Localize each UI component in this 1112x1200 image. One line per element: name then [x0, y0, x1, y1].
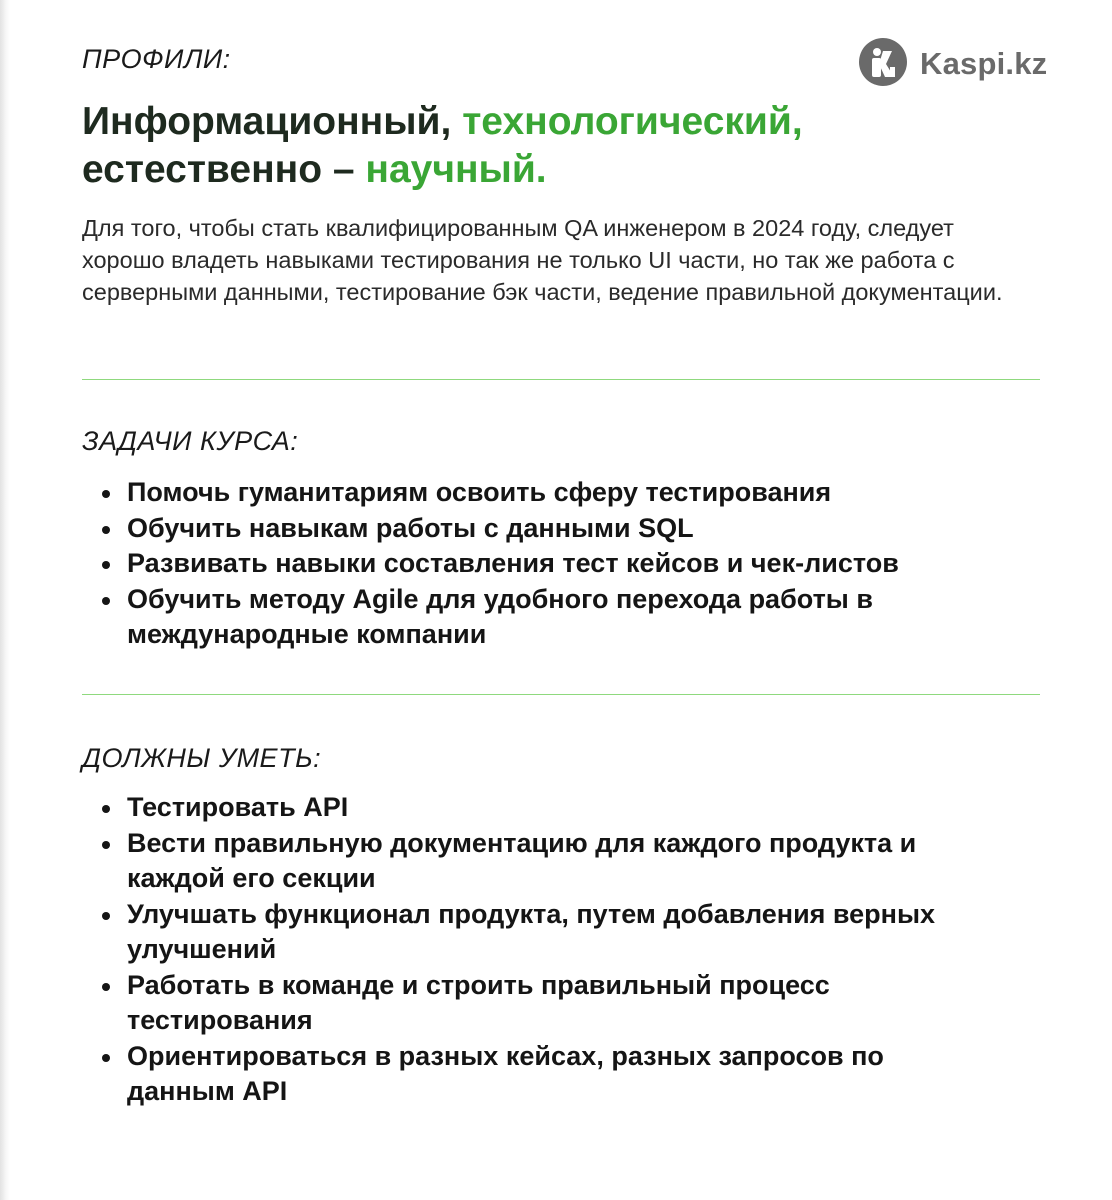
page-left-edge	[0, 0, 10, 1200]
list-item: Улучшать функционал продукта, путем добавления верных улучшений	[82, 897, 1032, 968]
tasks-list	[82, 475, 1032, 653]
headline-part2: технологический,	[462, 100, 803, 143]
kaspi-logo	[858, 38, 1047, 90]
list-item: Вести правильную документацию для каждого продукта и каждой его секции	[82, 826, 1032, 897]
divider-1	[82, 379, 1040, 380]
tasks-title: ЗАДАЧИ КУРСА:	[82, 426, 299, 456]
headline-part3: естественно –	[82, 148, 366, 191]
headline-part4: научный.	[365, 148, 547, 191]
divider-2	[82, 694, 1040, 695]
skills-title: ДОЛЖНЫ УМЕТЬ:	[82, 743, 322, 773]
list-item: Помочь гуманитариям освоить сферу тестирования	[82, 475, 1032, 511]
list-item: Обучить навыкам работы с данными SQL	[82, 511, 1032, 547]
kaspi-logo-icon	[858, 37, 908, 92]
logo-text: Kaspi.kz	[920, 46, 1048, 81]
profiles-headline	[82, 98, 982, 194]
list-item: Развивать навыки составления тест кейсов и чек-листов	[82, 546, 1032, 582]
profiles-title: ПРОФИЛИ:	[82, 44, 231, 74]
list-item: Работать в команде и строить правильный процесс тестирования	[82, 968, 1032, 1039]
list-item: Ориентироваться в разных кейсах, разных запросов по данным API	[82, 1039, 1032, 1110]
list-item: Обучить методу Agile для удобного перехода работы в международные компании	[82, 582, 1032, 653]
headline-part1: Информационный,	[82, 100, 463, 143]
list-item: Тестировать API	[82, 790, 1032, 826]
skills-list	[82, 790, 1032, 1110]
profiles-description: Для того, чтобы стать квалифицированным QA инженером в 2024 году, следует хорошо владеть навыками тестирования не только UI части, но так же работа с серверными данными, тестирование бэк части, ведение правильной документации.	[82, 215, 1003, 305]
